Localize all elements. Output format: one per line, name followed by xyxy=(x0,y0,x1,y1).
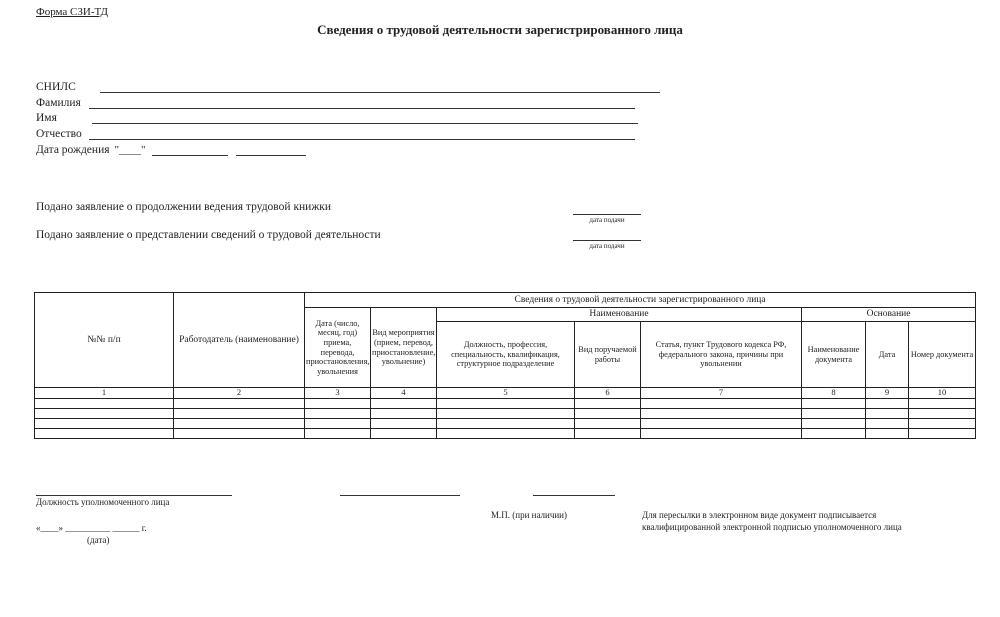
sign-date-line[interactable]: «____» __________ ______ г. xyxy=(36,523,147,533)
surname-label: Фамилия xyxy=(36,97,81,109)
name-line xyxy=(92,111,638,124)
column-numbers-row xyxy=(35,388,976,399)
birth-date-field[interactable] xyxy=(36,143,306,156)
statement-provide-info: Подано заявление о представлении сведений о трудовой деятельности xyxy=(36,229,381,241)
column-number: 10 xyxy=(909,388,976,399)
column-number: 1 xyxy=(35,388,174,399)
document-title: Сведения о трудовой деятельности зарегистрированного лица xyxy=(317,22,683,37)
col-header-number: №№ п/п xyxy=(35,293,174,388)
column-number: 3 xyxy=(305,388,371,399)
patronymic-line xyxy=(89,127,635,140)
electronic-note-line2: квалифицированной электронной подписью уполномоченного лица xyxy=(642,522,902,532)
column-number: 5 xyxy=(437,388,575,399)
table-row[interactable] xyxy=(35,398,976,408)
employment-table xyxy=(34,292,976,439)
birth-day-quote: "____" xyxy=(114,144,146,156)
position-signature-line[interactable] xyxy=(36,494,232,496)
snils-field[interactable] xyxy=(36,80,660,93)
stamp-label: М.П. (при наличии) xyxy=(491,510,567,520)
table-row[interactable] xyxy=(35,428,976,438)
column-number: 7 xyxy=(641,388,802,399)
patronymic-label: Отчество xyxy=(36,128,82,140)
col-header-date: Дата (число, месяц, год) приема, перевода, приостановления, увольнения xyxy=(305,308,371,388)
table-row[interactable] xyxy=(35,408,976,418)
column-number: 2 xyxy=(174,388,305,399)
group-header-info: Сведения о трудовой деятельности зарегистрированного лица xyxy=(305,293,976,308)
col-header-article: Статья, пункт Трудового кодекса РФ, федерального закона, причины при увольнении xyxy=(641,322,802,388)
position-caption: Должность уполномоченного лица xyxy=(36,497,170,507)
patronymic-field[interactable] xyxy=(36,127,635,140)
col-header-position: Должность, профессия, специальность, квалификация, структурное подразделение xyxy=(437,322,575,388)
name-label: Имя xyxy=(36,112,57,124)
col-header-doc-name: Наименование документа xyxy=(802,322,866,388)
col-header-employer: Работодатель (наименование) xyxy=(174,293,305,388)
sign-date-caption: (дата) xyxy=(87,535,110,545)
group-header-basis: Основание xyxy=(802,308,976,322)
column-number: 4 xyxy=(371,388,437,399)
group-header-name: Наименование xyxy=(437,308,802,322)
form-code: Форма СЗИ-ТД xyxy=(36,6,109,18)
column-number: 9 xyxy=(866,388,909,399)
snils-label: СНИЛС xyxy=(36,81,76,93)
surname-field[interactable] xyxy=(36,96,635,109)
col-header-doc-date: Дата xyxy=(866,322,909,388)
table-row[interactable] xyxy=(35,418,976,428)
statement-continue-book: Подано заявление о продолжении ведения трудовой книжки xyxy=(36,201,332,213)
surname-line xyxy=(89,96,635,109)
snils-line xyxy=(100,80,660,93)
column-number: 6 xyxy=(575,388,641,399)
provide-info-date[interactable]: дата подачи xyxy=(573,240,641,250)
name-signature-line[interactable] xyxy=(533,494,615,496)
signature-line[interactable] xyxy=(340,494,460,496)
column-number: 8 xyxy=(802,388,866,399)
name-field[interactable] xyxy=(36,111,638,124)
col-header-event: Вид мероприятия (прием, перевод, приостановление, увольнение) xyxy=(371,308,437,388)
birth-month-line xyxy=(152,143,228,156)
continue-book-date[interactable]: дата подачи xyxy=(573,214,641,224)
birth-year-line xyxy=(236,143,306,156)
birth-date-label: Дата рождения xyxy=(36,144,110,156)
col-header-doc-number: Номер документа xyxy=(909,322,976,388)
col-header-work-type: Вид поручаемой работы xyxy=(575,322,641,388)
electronic-note-line1: Для пересылки в электронном виде документ подписывается xyxy=(642,510,877,520)
